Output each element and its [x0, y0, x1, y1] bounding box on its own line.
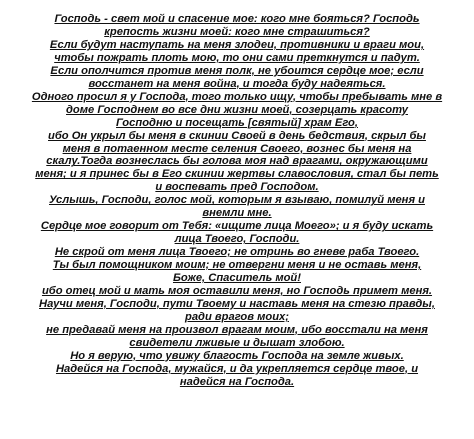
- text-line: не предавай меня на произвол врагам моим, ибо восстали на меня: [46, 323, 428, 336]
- text-line: лица Твоего, Господи.: [174, 233, 300, 246]
- text-line: Боже, Спаситель мой!: [172, 272, 301, 285]
- text-line: доме Господнем во все дни жизни моей, созерцать красоту: [66, 103, 408, 116]
- text-line: Не скрой от меня лица Твоего; не отринь во гневе раба Твоего.: [54, 246, 420, 259]
- text-line: ибо Он укрыл бы меня в скинии Своей в день бедствия, скрыл бы: [48, 129, 426, 142]
- text-line: Надейся на Господа, мужайся, и да укрепляется сердце твое, и: [55, 362, 419, 375]
- text-line: Научи меня, Господи, пути Твоему и наставь меня на стезю правды,: [39, 297, 435, 310]
- text-line: восстанет на меня война, и тогда буду надеяться.: [88, 77, 386, 90]
- text-line: меня в потаенном месте селения Своего, вознес бы меня на: [62, 142, 412, 155]
- text-line: меня; и я принес бы в Его скинии жертвы славословия, стал бы петь: [35, 168, 439, 181]
- text-line: надейся на Господа.: [179, 375, 295, 388]
- text-line: Если будут наступать на меня злодеи, противники и враги мои,: [49, 38, 425, 51]
- text-line: крепость жизни моей: кого мне страшиться?: [104, 25, 370, 38]
- text-line: Сердце мое говорит от Тебя: «ищите лица Моего»; и я буду искать: [40, 220, 434, 233]
- text-line: Господню и посещать [святый] храм Его,: [116, 116, 358, 129]
- text-line: ради врагов моих;: [184, 310, 289, 323]
- text-line: Одного просил я у Господа, того только ищу, чтобы пребывать мне в: [31, 90, 443, 103]
- text-line: Услышь, Господи, голос мой, которым я взываю, помилуй меня и: [49, 194, 425, 207]
- text-line: внемли мне.: [202, 207, 272, 220]
- text-line: и воспевать пред Господом.: [155, 181, 319, 194]
- psalm-text: [6, 13, 468, 389]
- text-line: Но я верую, что увижу благость Господа на земле живых.: [70, 349, 404, 362]
- text-line: Господь - свет мой и спасение мое: кого мне бояться? Господь: [54, 13, 420, 25]
- text-line: скалу.Тогда вознеслась бы голова моя над врагами, окружающими: [46, 155, 428, 168]
- text-line: свидетели лживые и дышат злобою.: [129, 336, 345, 349]
- text-line: Если ополчится против меня полк, не убоится сердце мое; если: [50, 64, 424, 77]
- text-line: Ты был помощником моим; не отвергни меня и не оставь меня,: [52, 259, 422, 272]
- text-line: чтобы пожрать плоть мою, то они сами преткнутся и падут.: [54, 51, 420, 64]
- text-line: ибо отец мой и мать моя оставили меня, но Господь примет меня.: [41, 285, 433, 298]
